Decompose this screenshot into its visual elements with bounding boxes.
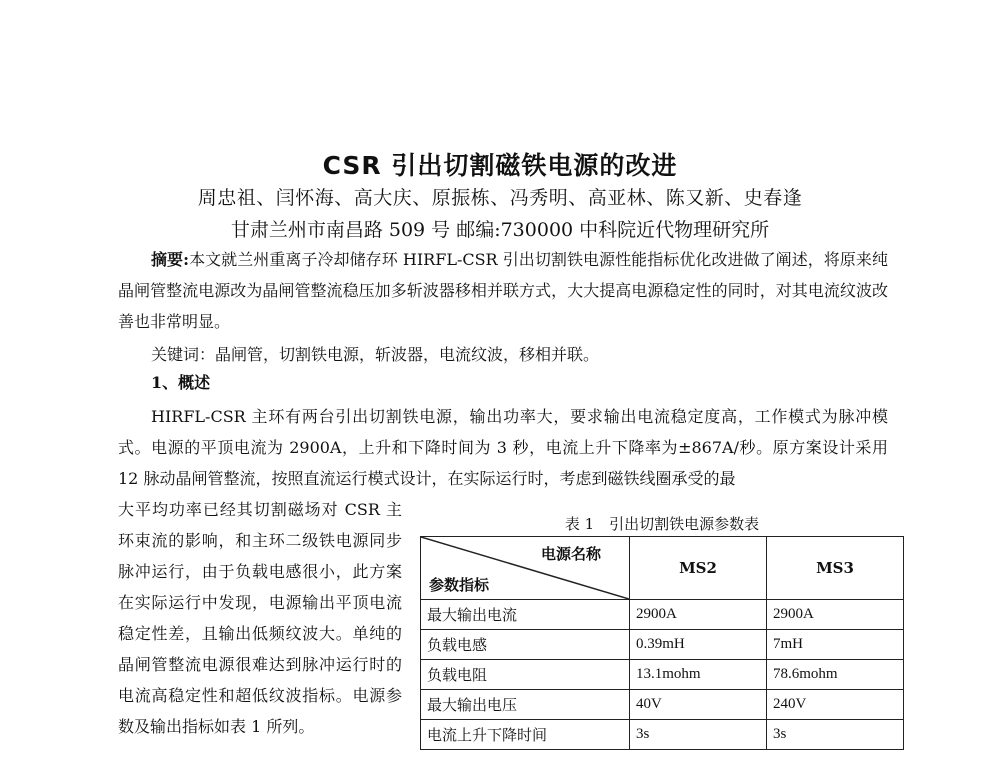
- ms2-value: 2900A: [630, 600, 767, 630]
- row-label: 电流上升下降时间: [421, 720, 630, 750]
- ms3-value: 7mH: [767, 630, 904, 660]
- table-row: [421, 630, 904, 660]
- paper-title: CSR 引出切割磁铁电源的改进: [322, 151, 678, 180]
- ms3-value: 3s: [767, 720, 904, 750]
- keywords: 关键词：晶闸管，切割铁电源，斩波器，电流纹波，移相并联。: [151, 345, 600, 364]
- ms2-value: 0.39mH: [630, 630, 767, 660]
- header-bottom-label: 参数指标: [429, 576, 490, 594]
- ms2-value: 40V: [630, 690, 767, 720]
- section-heading: 1、概述: [151, 373, 211, 392]
- parameter-table: [420, 536, 904, 750]
- table-row: [421, 720, 904, 750]
- affiliation: 甘肃兰州市南昌路 509 号 邮编:730000 中科院近代物理研究所: [230, 219, 770, 241]
- ms3-value: 78.6mohm: [767, 660, 904, 690]
- table-caption: 表 1 引出切割铁电源参数表: [564, 515, 760, 533]
- ms3-value: 2900A: [767, 600, 904, 630]
- abstract-text: 本文就兰州重离子冷却储存环 HIRFL-CSR 引出切割铁电源性能指标优化改进做了阐述，将原来纯晶闸管整流电源改为晶闸管整流稳压加多斩波器移相并联方式，大大提高电源稳定性的同时，对其电流纹波改善也非常明显。: [118, 250, 888, 331]
- header-top-label: 电源名称: [540, 545, 601, 563]
- table-row: [421, 690, 904, 720]
- row-label: 负载电感: [421, 630, 630, 660]
- table-row: [421, 660, 904, 690]
- col-header-ms2: MS2: [630, 537, 767, 600]
- abstract-label: 摘要:: [151, 250, 190, 269]
- col-header-ms3: MS3: [767, 537, 904, 600]
- abstract: [118, 244, 888, 337]
- ms3-value: 240V: [767, 690, 904, 720]
- ms2-value: 3s: [630, 720, 767, 750]
- author-list: 周忠祖、闫怀海、高大庆、原振栋、冯秀明、高亚林、陈又新、史春逢: [197, 187, 803, 209]
- wrapped-paragraph: 大平均功率已经其切割磁场对 CSR 主环束流的影响，和主环二级铁电源同步脉冲运行，由于负载电感很小，此方案在实际运行中发现，电源输出平顶电流稳定性差，且输出低频纹波大。单纯的晶闸管整流电源很难达到脉冲运行时的电流高稳定性和超低纹波指标。电源参数及输出指标如表 1 所列。: [118, 500, 402, 736]
- table-row: [421, 600, 904, 630]
- row-label: 最大输出电流: [421, 600, 630, 630]
- section-paragraph: HIRFL-CSR 主环有两台引出切割铁电源，输出功率大，要求输出电流稳定度高，工作模式为脉冲模式。电源的平顶电流为 2900A，上升和下降时间为 3 秒，电流上升下降率为±867A/秒。原方案设计采用 12 脉动晶闸管整流，按照直流运行模式设计，在实际运行时，考虑到磁铁线圈承受的最: [118, 407, 888, 488]
- diagonal-header-cell: [421, 537, 630, 600]
- row-label: 最大输出电压: [421, 690, 630, 720]
- row-label: 负载电阻: [421, 660, 630, 690]
- ms2-value: 13.1mohm: [630, 660, 767, 690]
- table-header-row: [421, 537, 904, 600]
